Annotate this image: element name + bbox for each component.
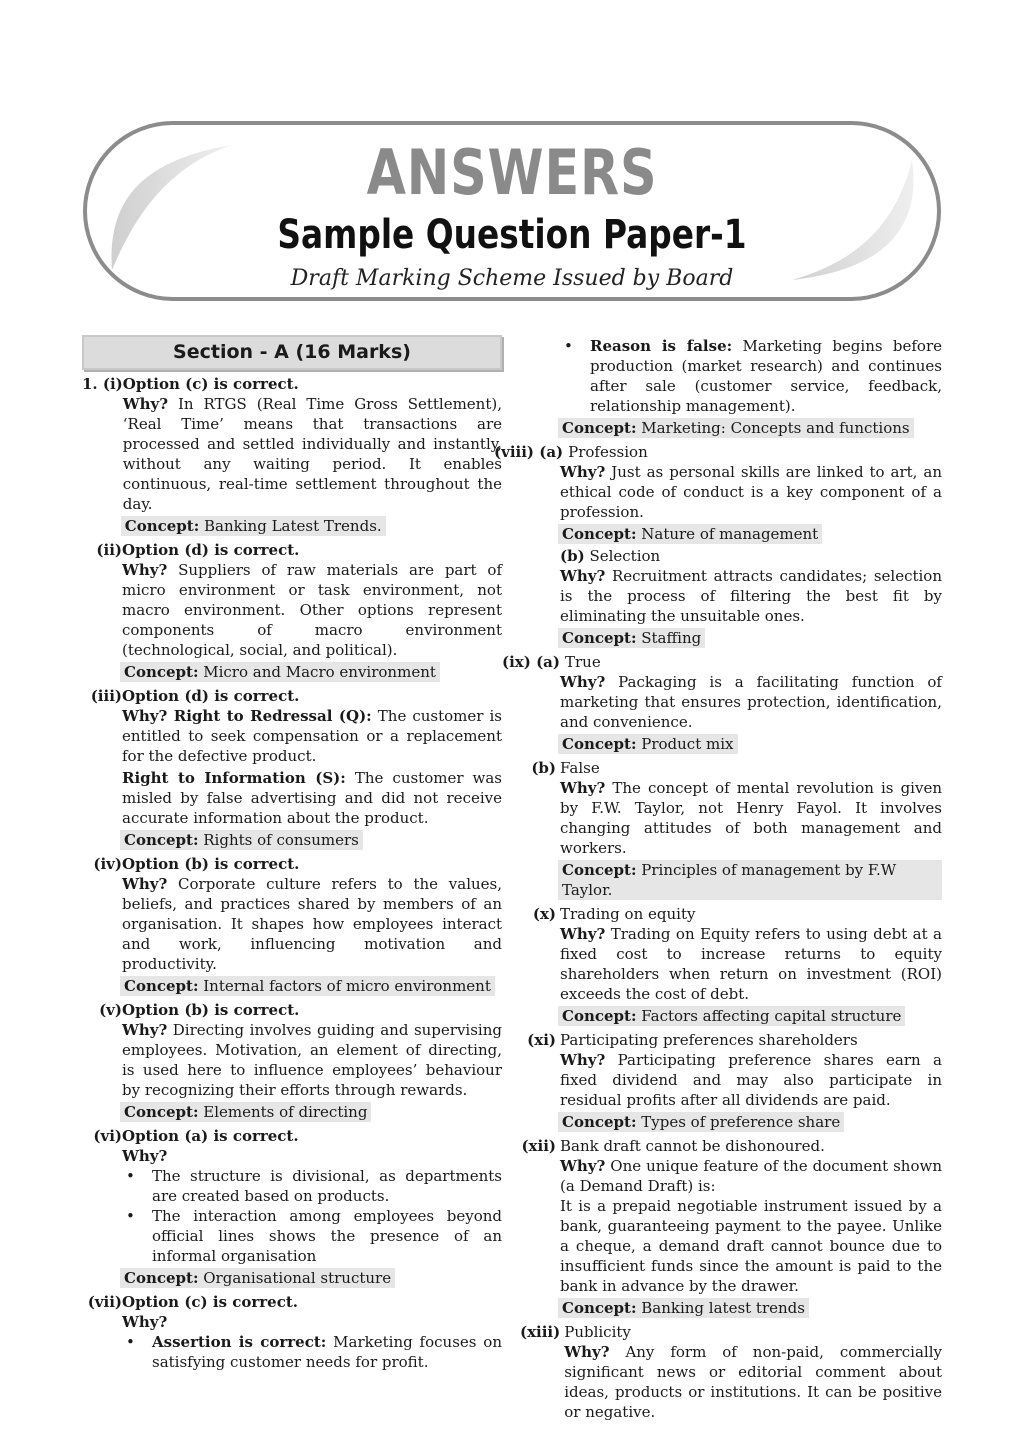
answer-number: (iv) bbox=[93, 855, 122, 873]
why-text: The customer is entitled to seek compensation or a replacement for the defective product. bbox=[122, 707, 502, 765]
concept-tag: Concept: Micro and Macro environment bbox=[120, 662, 440, 682]
why-text: Directing involves guiding and supervising employees. Motivation, an element of directing, is used here to influence employees’ behaviour by recognizing their efforts through rewards. bbox=[122, 1021, 502, 1099]
why-label: Why? bbox=[122, 875, 168, 893]
concept-tag: Concept: Banking Latest Trends. bbox=[121, 516, 386, 536]
answer-1-vi bbox=[82, 1126, 502, 1290]
answer-number: (v) bbox=[99, 1001, 122, 1019]
concept-tag: Concept: Marketing: Concepts and functions bbox=[558, 418, 914, 438]
why-label: Why? bbox=[560, 925, 606, 943]
concept-tag: Concept: Banking latest trends bbox=[558, 1298, 809, 1318]
answer-text: Selection bbox=[584, 547, 661, 565]
answer-text: Option (c) is correct. bbox=[122, 1293, 299, 1311]
why-text: It is a prepaid negotiable instrument issued by a bank, guaranteeing payment to the payee. Unlike a cheque, a demand draft cannot bounce due to insufficient funds since the amount is paid to the bank in advance by the drawer. bbox=[560, 1197, 942, 1295]
concept-tag: Concept: Factors affecting capital structure bbox=[558, 1006, 905, 1026]
answer-text: Option (c) is correct. bbox=[122, 375, 299, 393]
bullet-item: • The structure is divisional, as departments are created based on products. bbox=[126, 1167, 502, 1205]
concept-tag: Concept: Internal factors of micro environment bbox=[120, 976, 495, 996]
page-title: ANSWERS bbox=[366, 136, 658, 209]
answer-1-xi bbox=[520, 1030, 942, 1134]
bullet-item: • Reason is false: Marketing begins before production (market research) and continues after sale (customer service, feedback, relationship management). bbox=[564, 337, 942, 415]
answer-text: Profession bbox=[568, 443, 648, 461]
answer-text: Bank draft cannot be dishonoured. bbox=[560, 1137, 825, 1155]
page-issued-note: Draft Marking Scheme Issued by Board bbox=[290, 266, 734, 291]
answer-1-viii bbox=[494, 442, 942, 462]
concept-tag: Concept: Rights of consumers bbox=[120, 830, 363, 850]
page-subtitle: Sample Question Paper-1 bbox=[277, 212, 747, 258]
why-label: Why? bbox=[560, 779, 606, 797]
answers-banner bbox=[82, 120, 942, 302]
answer-number: (iii) bbox=[90, 687, 122, 705]
why-label: Why? bbox=[560, 1051, 606, 1069]
why-label: Why? bbox=[564, 1343, 610, 1361]
answer-text: Option (b) is correct. bbox=[122, 855, 300, 873]
sub-label: (b) bbox=[560, 547, 585, 565]
concept-tag: Concept: Organisational structure bbox=[120, 1268, 395, 1288]
why-text: In RTGS (Real Time Gross Settlement), ‘Real Time’ means that transactions are processed and settled individually and instantly, without any waiting period. It enables continuous, real-time settlement throughout the day. bbox=[122, 395, 502, 513]
answer-number: (viii) (a) bbox=[494, 443, 564, 461]
why-text: Packaging is a facilitating function of marketing that ensures protection, identification, and convenience. bbox=[560, 673, 942, 731]
answer-text: Option (d) is correct. bbox=[122, 687, 300, 705]
answer-text: Option (b) is correct. bbox=[122, 1001, 300, 1019]
concept-tag: Concept: Nature of management bbox=[558, 524, 822, 544]
concept-tag: Concept: Product mix bbox=[558, 734, 738, 754]
answer-text: Option (d) is correct. bbox=[122, 541, 300, 559]
answer-1-iv bbox=[82, 854, 502, 998]
answer-number: (xiii) bbox=[520, 1323, 561, 1341]
why-text: Participating preference shares earn a fixed dividend and may also participate in residual profits after all dividends are paid. bbox=[560, 1051, 942, 1109]
answer-number: 1. (i) bbox=[82, 375, 123, 393]
answer-number: (xi) bbox=[527, 1031, 556, 1049]
answer-number: (x) bbox=[532, 905, 556, 923]
answer-1-v bbox=[82, 1000, 502, 1124]
why-label: Why? bbox=[122, 1313, 168, 1331]
why-label: Why? bbox=[122, 395, 169, 413]
why-text: One unique feature of the document shown (a Demand Draft) is: bbox=[560, 1157, 942, 1195]
why-label: Why? bbox=[560, 463, 606, 481]
why-text: Trading on Equity refers to using debt at a fixed cost to increase returns to equity shareholders when return on investment (ROI) exceeds the cost of debt. bbox=[560, 925, 942, 1003]
why-label: Why? bbox=[560, 1157, 606, 1175]
right-column bbox=[494, 336, 942, 1422]
answer-text: Trading on equity bbox=[560, 905, 696, 923]
concept-tag: Concept: Types of preference share bbox=[558, 1112, 844, 1132]
answer-number: (ii) bbox=[96, 541, 122, 559]
answer-number: (ix) (a) bbox=[502, 653, 560, 671]
why-text: The concept of mental revolution is given by F.W. Taylor, not Henry Fayol. It involves changing attitudes of both management and workers. bbox=[560, 779, 942, 857]
why-label: Why? bbox=[560, 673, 606, 691]
answer-1-x bbox=[520, 904, 942, 1028]
answer-text: Participating preferences shareholders bbox=[560, 1031, 858, 1049]
answer-number: (vi) bbox=[93, 1127, 122, 1145]
info-text: The customer was misled by false advertising and did not receive accurate information about the product. bbox=[122, 769, 503, 827]
why-text: Recruitment attracts candidates; selection is the process of filtering the best fit by eliminating the unsuitable ones. bbox=[560, 567, 942, 625]
answer-text: False bbox=[560, 759, 600, 777]
answer-1-ix bbox=[502, 652, 942, 672]
info-label: Right to Information (S): bbox=[122, 769, 346, 787]
answer-1-iii bbox=[82, 686, 502, 852]
why-text: Corporate culture refers to the values, beliefs, and practices shared by members of an organisation. It shapes how employees interact and work, influencing motivation and productivity. bbox=[122, 875, 502, 973]
bullet-item: • The interaction among employees beyond official lines shows the presence of an informal organisation bbox=[126, 1207, 502, 1265]
answer-text: Publicity bbox=[564, 1323, 631, 1341]
answer-1-ii bbox=[82, 540, 502, 684]
answer-text: Option (a) is correct. bbox=[122, 1127, 299, 1145]
answer-number: (b) bbox=[531, 759, 556, 777]
concept-tag: Concept: Staffing bbox=[558, 628, 705, 648]
answer-number: (xii) bbox=[521, 1137, 556, 1155]
why-text: Any form of non-paid, commercially significant news or editorial comment about ideas, products or institutions. It can be positive or negative. bbox=[564, 1343, 942, 1421]
bullet-item: • Assertion is correct: Marketing focuses on satisfying customer needs for profit. bbox=[126, 1333, 502, 1371]
concept-tag: Concept: Principles of management by F.W Taylor. bbox=[558, 860, 942, 900]
why-text: Suppliers of raw materials are part of micro environment or task environment, not macro environment. Other options represent components of macro environment (technological, social, and political). bbox=[122, 561, 502, 659]
answer-1-i bbox=[82, 374, 502, 538]
answer-number: (vii) bbox=[87, 1293, 122, 1311]
why-label: Why? bbox=[122, 1147, 168, 1165]
answer-text: True bbox=[565, 653, 601, 671]
section-heading: Section - A (16 Marks) bbox=[82, 335, 502, 370]
answer-1-xii bbox=[520, 1136, 942, 1320]
left-column bbox=[82, 335, 502, 1372]
why-label: Why? bbox=[560, 567, 606, 585]
answer-1-vii bbox=[82, 1292, 502, 1372]
answer-1-ix-b bbox=[520, 758, 942, 902]
why-label: Why? bbox=[122, 1021, 168, 1039]
answer-1-xiii bbox=[520, 1322, 942, 1422]
why-label: Why? bbox=[122, 561, 168, 579]
why-text: Just as personal skills are linked to art, an ethical code of conduct is a key component of a profession. bbox=[560, 463, 942, 521]
concept-tag: Concept: Elements of directing bbox=[120, 1102, 371, 1122]
why-label: Why? Right to Redressal (Q): bbox=[122, 707, 372, 725]
